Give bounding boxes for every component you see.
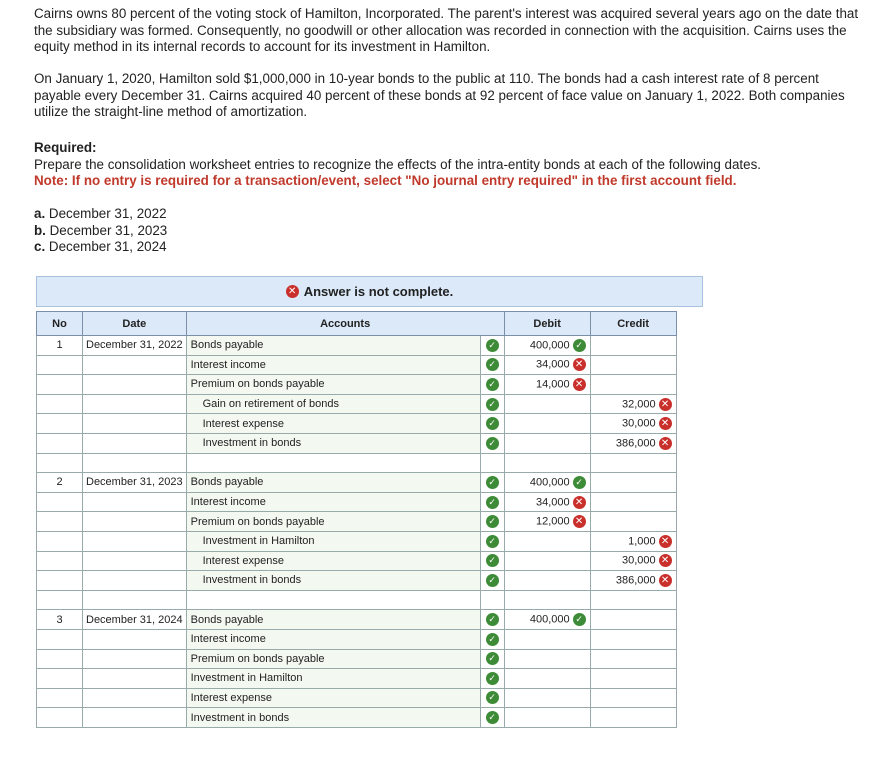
debit-input[interactable] (504, 649, 590, 669)
table-row (37, 669, 677, 689)
required-label: Required: (34, 140, 97, 155)
date-cell[interactable] (83, 649, 187, 669)
account-status (480, 669, 504, 689)
header-debit: Debit (504, 312, 590, 336)
x-circle-icon: ✕ (573, 496, 586, 509)
credit-value: 386,000 (615, 437, 656, 450)
date-cell[interactable] (83, 433, 187, 453)
debit-input[interactable] (504, 492, 590, 512)
row-number: 2 (37, 473, 83, 493)
account-status (480, 433, 504, 453)
check-circle-icon: ✓ (486, 672, 499, 685)
debit-input[interactable] (504, 708, 590, 728)
credit-input[interactable] (590, 394, 676, 414)
account-status (480, 375, 504, 395)
account-status (480, 571, 504, 591)
table-row (37, 336, 677, 356)
date-cell[interactable] (83, 453, 187, 473)
account-select[interactable] (186, 590, 480, 610)
account-status (480, 531, 504, 551)
check-circle-icon: ✓ (573, 339, 586, 352)
journal-body (37, 336, 677, 728)
part-letter: b. (34, 222, 46, 238)
account-status (480, 649, 504, 669)
check-circle-icon: ✓ (486, 339, 499, 352)
check-circle-icon: ✓ (486, 378, 499, 391)
row-number (37, 708, 83, 728)
row-number (37, 531, 83, 551)
part-letter: c. (34, 239, 46, 254)
credit-value: 32,000 (621, 397, 656, 410)
account-select[interactable]: Premium on bonds payable (186, 512, 480, 532)
row-number (37, 551, 83, 571)
table-row (37, 629, 677, 649)
note-text: Note: If no entry is required for a transaction/event, select "No journal entry required" in the first account field. (34, 173, 737, 188)
account-status (480, 551, 504, 571)
table-row (37, 610, 677, 630)
account-select[interactable]: Gain on retirement of bonds (186, 394, 480, 414)
date-cell[interactable] (83, 590, 187, 610)
row-number (37, 571, 83, 591)
debit-input[interactable] (504, 512, 590, 532)
account-select[interactable]: Bonds payable (186, 473, 480, 493)
check-circle-icon: ✓ (486, 574, 499, 587)
banner-text: Answer is not complete. (303, 284, 454, 299)
debit-input[interactable] (504, 433, 590, 453)
part-date: December 31, 2023 (49, 222, 168, 238)
x-circle-icon: ✕ (573, 358, 586, 371)
table-row (37, 492, 677, 512)
header-no: No (37, 312, 83, 336)
account-status (480, 610, 504, 630)
credit-input[interactable] (590, 590, 676, 610)
table-row (37, 394, 677, 414)
x-circle-icon: ✕ (659, 554, 672, 567)
header-credit: Credit (590, 312, 676, 336)
row-number (37, 355, 83, 375)
check-circle-icon: ✓ (486, 398, 499, 411)
account-status (480, 414, 504, 434)
account-select[interactable]: Interest income (186, 629, 480, 649)
date-cell[interactable] (83, 551, 187, 571)
row-number (37, 688, 83, 708)
debit-input[interactable] (504, 414, 590, 434)
table-row (37, 433, 677, 453)
account-select[interactable]: Investment in bonds (186, 708, 480, 728)
credit-input[interactable] (590, 649, 676, 669)
account-select[interactable]: Investment in bonds (186, 571, 480, 591)
check-circle-icon: ✓ (486, 633, 499, 646)
check-circle-icon: ✓ (486, 554, 499, 567)
check-circle-icon: ✓ (573, 613, 586, 626)
date-cell[interactable] (83, 492, 187, 512)
credit-input[interactable] (590, 531, 676, 551)
credit-input[interactable] (590, 492, 676, 512)
required-section (34, 140, 864, 190)
account-status (480, 492, 504, 512)
row-number (37, 375, 83, 395)
x-circle-icon: ✕ (573, 515, 586, 528)
debit-value: 34,000 (535, 495, 570, 508)
part-date: December 31, 2022 (48, 206, 167, 221)
date-cell[interactable] (83, 355, 187, 375)
debit-input[interactable] (504, 688, 590, 708)
problem-paragraph-2: On January 1, 2020, Hamilton sold $1,000,000 in 10-year bonds to the public at 110. The bonds had a cash interest rate of 8 percent payable every December 31. Cairns acquired 40 percent of these bonds at 92 percent of face value on January 1, 2022. Both companies utilize the straight-line method of amortization. (34, 71, 845, 119)
row-number (37, 453, 83, 473)
debit-input[interactable] (504, 551, 590, 571)
credit-input[interactable] (590, 708, 676, 728)
account-select[interactable]: Interest income (186, 492, 480, 512)
account-select[interactable]: Interest income (186, 355, 480, 375)
table-row (37, 590, 677, 610)
debit-input[interactable] (504, 571, 590, 591)
part-item (34, 239, 167, 256)
account-status (480, 590, 504, 610)
account-status (480, 336, 504, 356)
check-circle-icon: ✓ (486, 535, 499, 548)
account-status (480, 473, 504, 493)
debit-value: 14,000 (535, 378, 570, 391)
account-status (480, 355, 504, 375)
check-circle-icon: ✓ (486, 711, 499, 724)
account-status (480, 629, 504, 649)
account-select[interactable]: Bonds payable (186, 610, 480, 630)
debit-input[interactable] (504, 531, 590, 551)
credit-input[interactable] (590, 610, 676, 630)
date-cell[interactable] (83, 571, 187, 591)
debit-input[interactable] (504, 610, 590, 630)
debit-input[interactable] (504, 669, 590, 689)
credit-input[interactable] (590, 512, 676, 532)
credit-input[interactable] (590, 473, 676, 493)
debit-value: 400,000 (529, 613, 570, 626)
header-accounts: Accounts (186, 312, 504, 336)
x-circle-icon: ✕ (659, 398, 672, 411)
date-cell[interactable] (83, 394, 187, 414)
account-select[interactable]: Interest expense (186, 688, 480, 708)
problem-paragraph-1: Cairns owns 80 percent of the voting stock of Hamilton, Incorporated. The parent's interest was acquired several years ago on the date that the subsidiary was formed. Consequently, no goodwill or other allocation was recorded in connection with the acquisition. Cairns uses the equity method in its internal records to account for its investment in Hamilton. (34, 6, 859, 54)
credit-input[interactable] (590, 375, 676, 395)
account-status (480, 394, 504, 414)
account-select[interactable]: Interest expense (186, 551, 480, 571)
date-cell[interactable]: December 31, 2024 (83, 610, 187, 630)
row-number (37, 492, 83, 512)
row-number (37, 669, 83, 689)
row-number (37, 512, 83, 532)
check-circle-icon: ✓ (486, 613, 499, 626)
account-status (480, 688, 504, 708)
credit-input[interactable] (590, 433, 676, 453)
debit-input[interactable] (504, 473, 590, 493)
account-select[interactable]: Interest expense (186, 414, 480, 434)
credit-input[interactable] (590, 414, 676, 434)
credit-value: 30,000 (621, 417, 656, 430)
debit-input[interactable] (504, 629, 590, 649)
credit-value: 386,000 (615, 574, 656, 587)
header-date: Date (83, 312, 187, 336)
row-number (37, 649, 83, 669)
date-cell[interactable] (83, 414, 187, 434)
debit-value: 400,000 (529, 476, 570, 489)
check-circle-icon: ✓ (486, 691, 499, 704)
account-select[interactable]: Premium on bonds payable (186, 375, 480, 395)
part-letter: a. (34, 206, 46, 221)
row-number (37, 433, 83, 453)
credit-input[interactable] (590, 688, 676, 708)
check-circle-icon: ✓ (486, 437, 499, 450)
credit-input[interactable] (590, 571, 676, 591)
credit-input[interactable] (590, 551, 676, 571)
row-number: 1 (37, 336, 83, 356)
date-cell[interactable] (83, 375, 187, 395)
parts-list (34, 206, 167, 256)
debit-input[interactable] (504, 375, 590, 395)
table-row (37, 355, 677, 375)
table-header (37, 312, 677, 336)
x-circle-icon: ✕ (659, 574, 672, 587)
credit-input[interactable] (590, 669, 676, 689)
account-select[interactable]: Investment in bonds (186, 433, 480, 453)
x-circle-icon: ✕ (659, 417, 672, 430)
required-text: Prepare the consolidation worksheet entries to recognize the effects of the intra-entity bonds at each of the following dates. (34, 156, 762, 172)
debit-value: 400,000 (529, 339, 570, 352)
credit-value: 1,000 (628, 535, 656, 548)
table-row (37, 531, 677, 551)
x-circle-icon: ✕ (659, 535, 672, 548)
account-status (480, 708, 504, 728)
row-number (37, 414, 83, 434)
account-select[interactable]: Bonds payable (186, 336, 480, 356)
table-row (37, 708, 677, 728)
debit-input[interactable] (504, 355, 590, 375)
date-cell[interactable] (83, 669, 187, 689)
credit-input[interactable] (590, 453, 676, 473)
check-circle-icon: ✓ (573, 476, 586, 489)
check-circle-icon: ✓ (486, 358, 499, 371)
table-row (37, 571, 677, 591)
row-number: 3 (37, 610, 83, 630)
check-circle-icon: ✓ (486, 652, 499, 665)
check-circle-icon: ✓ (486, 515, 499, 528)
x-circle-icon: ✕ (659, 437, 672, 450)
account-select[interactable]: Investment in Hamilton (186, 531, 480, 551)
date-cell[interactable] (83, 531, 187, 551)
account-select[interactable]: Investment in Hamilton (186, 669, 480, 689)
credit-input[interactable] (590, 355, 676, 375)
table-row (37, 414, 677, 434)
account-select[interactable]: Premium on bonds payable (186, 649, 480, 669)
debit-input[interactable] (504, 590, 590, 610)
x-circle-icon: ✕ (573, 378, 586, 391)
x-circle-icon: ✕ (286, 285, 299, 298)
date-cell[interactable] (83, 512, 187, 532)
table-row (37, 473, 677, 493)
answer-status-banner (36, 276, 703, 307)
date-cell[interactable]: December 31, 2022 (83, 336, 187, 356)
account-status (480, 453, 504, 473)
journal-table (36, 311, 677, 728)
date-cell[interactable] (83, 708, 187, 728)
debit-input[interactable] (504, 453, 590, 473)
debit-input[interactable] (504, 336, 590, 356)
credit-input[interactable] (590, 336, 676, 356)
credit-value: 30,000 (621, 554, 656, 567)
debit-value: 12,000 (535, 515, 570, 528)
account-status (480, 512, 504, 532)
check-circle-icon: ✓ (486, 496, 499, 509)
account-select[interactable] (186, 453, 480, 473)
check-circle-icon: ✓ (486, 476, 499, 489)
date-cell[interactable] (83, 688, 187, 708)
part-date: December 31, 2024 (48, 239, 167, 254)
table-row (37, 375, 677, 395)
credit-input[interactable] (590, 629, 676, 649)
table-row (37, 512, 677, 532)
row-number (37, 629, 83, 649)
table-row (37, 649, 677, 669)
date-cell[interactable]: December 31, 2023 (83, 473, 187, 493)
row-number (37, 394, 83, 414)
table-row (37, 551, 677, 571)
row-number (37, 590, 83, 610)
part-item (34, 223, 167, 240)
debit-value: 34,000 (535, 358, 570, 371)
part-item (34, 206, 167, 223)
debit-input[interactable] (504, 394, 590, 414)
table-row (37, 688, 677, 708)
check-circle-icon: ✓ (486, 417, 499, 430)
table-row (37, 453, 677, 473)
date-cell[interactable] (83, 629, 187, 649)
